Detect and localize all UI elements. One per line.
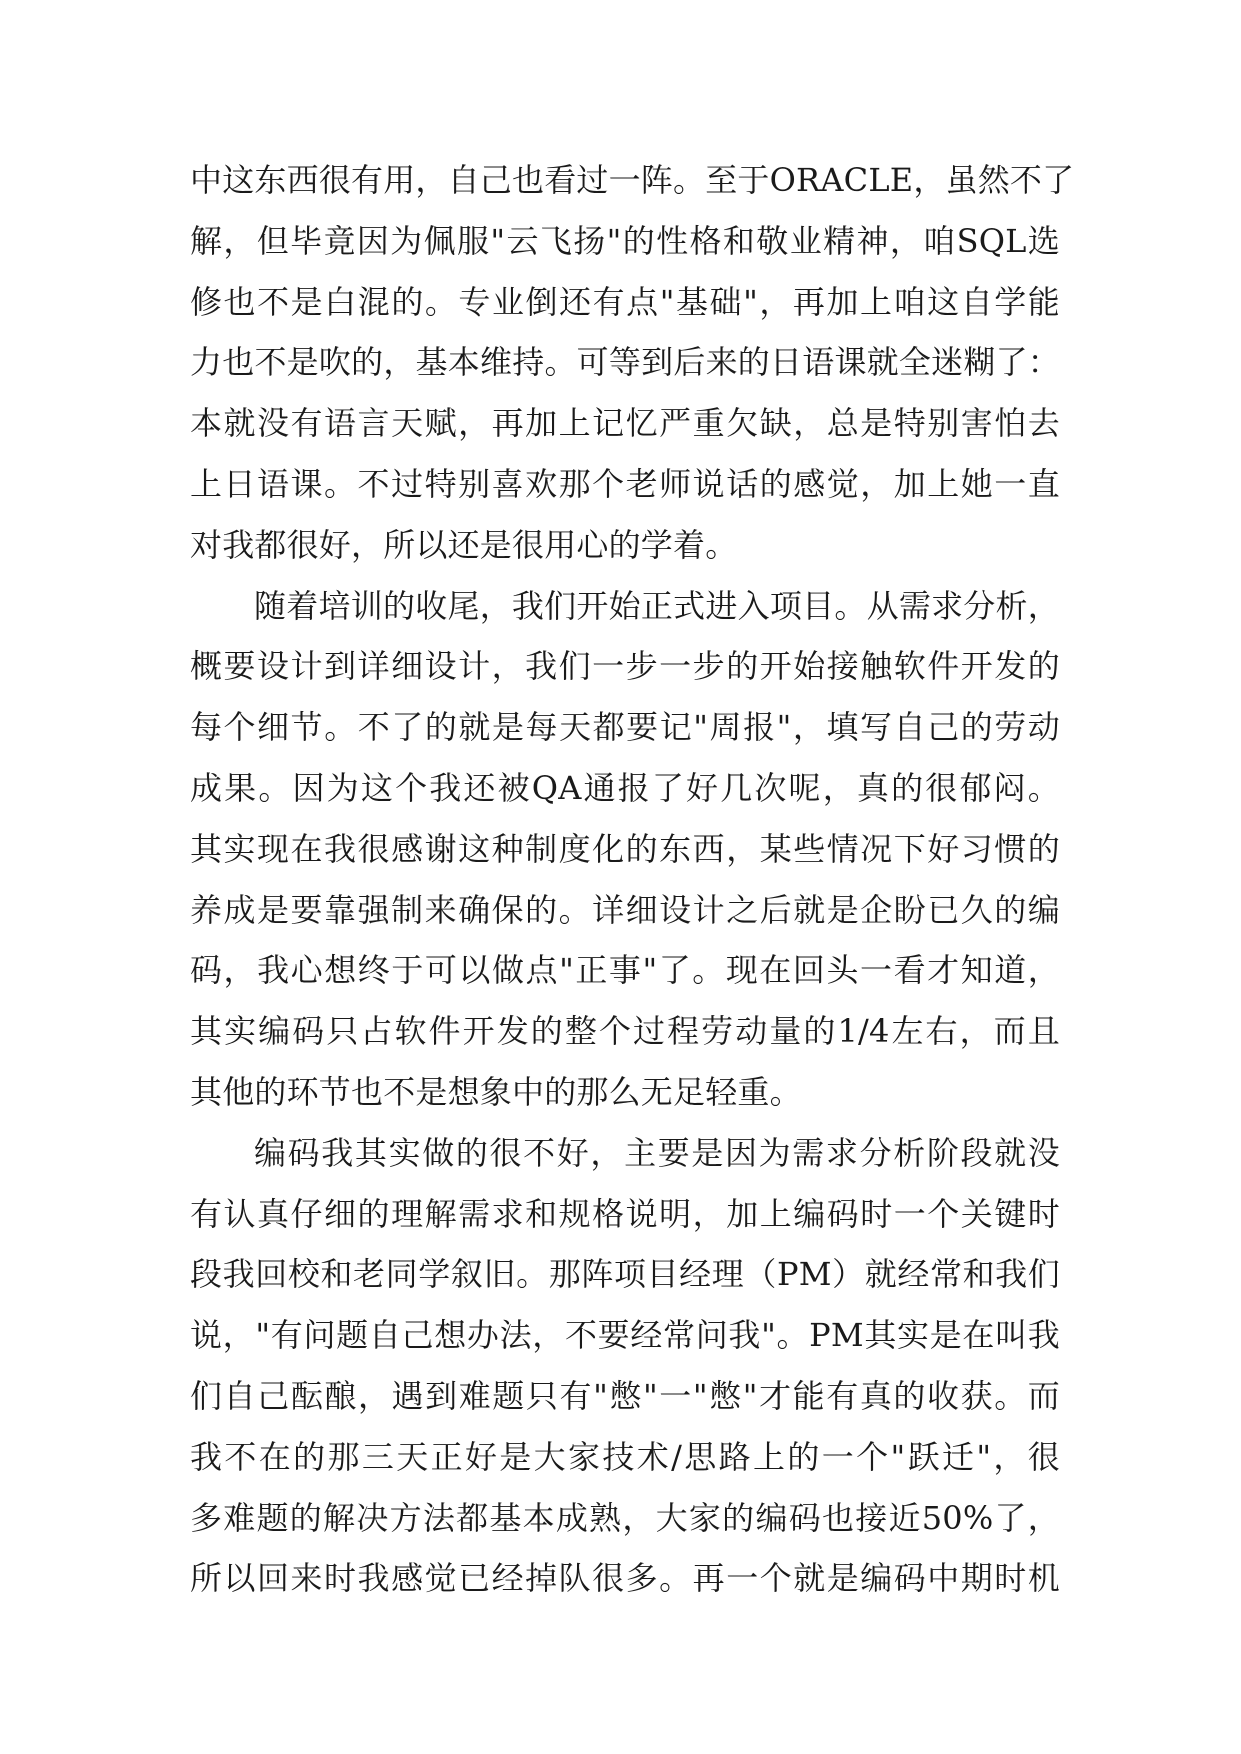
text-line: 对我都很好，所以还是很用心的学着。	[190, 525, 738, 564]
paragraph-first-line: 编码我其实做的很不好，主要是因为需求分析阶段就没	[254, 1133, 1060, 1172]
text-line: 概要设计到详细设计，我们一步一步的开始接触软件开发的	[190, 647, 1060, 686]
text-line: 其他的环节也不是想象中的那么无足轻重。	[190, 1072, 802, 1111]
text-line: 解，但毕竟因为佩服"云飞扬"的性格和敬业精神，咱SQL选	[190, 221, 1060, 260]
text-line: 多难题的解决方法都基本成熟，大家的编码也接近50%了，	[190, 1498, 1060, 1537]
text-line: 所以回来时我感觉已经掉队很多。再一个就是编码中期时机	[190, 1559, 1060, 1598]
paragraph-first-line: 随着培训的收尾，我们开始正式进入项目。从需求分析，	[254, 586, 1060, 625]
text-line: 成果。因为这个我还被QA通报了好几次呢，真的很郁闷。	[190, 768, 1060, 807]
text-line: 上日语课。不过特别喜欢那个老师说话的感觉，加上她一直	[190, 464, 1060, 503]
body-text	[190, 150, 1075, 1609]
text-line: 中这东西很有用，自己也看过一阵。至于ORACLE，虽然不了	[190, 161, 1075, 199]
text-line: 每个细节。不了的就是每天都要记"周报"，填写自己的劳动	[190, 708, 1060, 747]
text-line: 力也不是吹的，基本维持。可等到后来的日语课就全迷糊了：	[190, 343, 1060, 382]
text-line: 段我回校和老同学叙旧。那阵项目经理（PM）就经常和我们	[190, 1255, 1060, 1294]
text-line: 本就没有语言天赋，再加上记忆严重欠缺，总是特别害怕去	[190, 404, 1060, 443]
text-line: 说，"有问题自己想办法，不要经常问我"。PM其实是在叫我	[190, 1316, 1060, 1355]
text-line: 其实现在我很感谢这种制度化的东西，某些情况下好习惯的	[190, 829, 1060, 868]
text-line: 我不在的那三天正好是大家技术/思路上的一个"跃迁"，很	[190, 1437, 1060, 1476]
text-line: 有认真仔细的理解需求和规格说明，加上编码时一个关键时	[190, 1194, 1060, 1233]
text-line: 养成是要靠强制来确保的。详细设计之后就是企盼已久的编	[190, 890, 1060, 929]
text-line: 们自己酝酿，遇到难题只有"憋"一"憋"才能有真的收获。而	[190, 1376, 1060, 1415]
text-line: 修也不是白混的。专业倒还有点"基础"，再加上咱这自学能	[190, 282, 1060, 321]
text-line: 其实编码只占软件开发的整个过程劳动量的1/4左右，而且	[190, 1012, 1060, 1051]
text-line: 码，我心想终于可以做点"正事"了。现在回头一看才知道，	[190, 951, 1060, 990]
